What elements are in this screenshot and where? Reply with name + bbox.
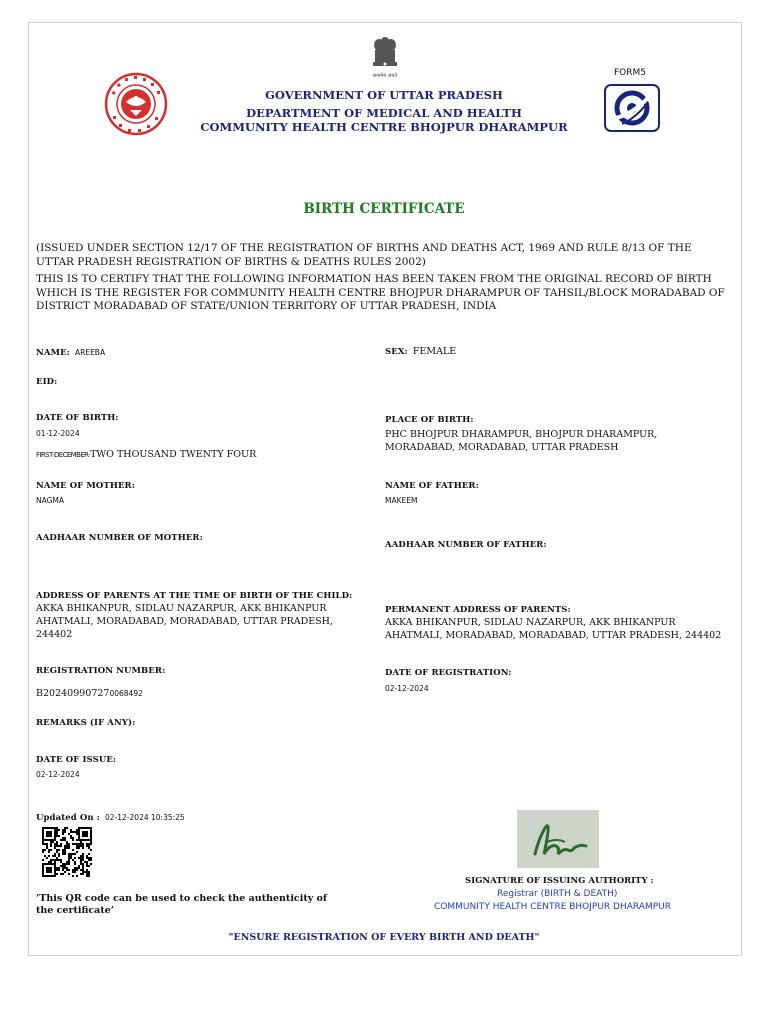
dob-words-value: TWO THOUSAND TWENTY FOUR: [90, 449, 257, 460]
issue-date-value: 02-12-2024: [36, 770, 80, 779]
dob-label: DATE OF BIRTH:: [36, 413, 119, 423]
registration-number-prefix: B20240990727: [36, 688, 110, 699]
eid-label: EID:: [36, 377, 58, 387]
remarks-label: REMARKS (IF ANY):: [36, 718, 136, 728]
qr-code: [38, 826, 96, 878]
registration-date-value: 02-12-2024: [385, 684, 429, 693]
dob-words-prefix: FIRST-DECEMBER-: [36, 451, 91, 459]
dob-value: 01-12-2024: [36, 429, 80, 438]
registration-number-suffix: 0068492: [109, 689, 143, 698]
signature-image: [517, 810, 599, 868]
signature-label: SIGNATURE OF ISSUING AUTHORITY :: [465, 876, 654, 886]
certificate-title: BIRTH CERTIFICATE: [303, 201, 465, 217]
registrar-centre: COMMUNITY HEALTH CENTRE BHOJPUR DHARAMPUR: [434, 902, 671, 912]
form-label: FORM5: [614, 68, 647, 78]
name-row: [36, 340, 105, 359]
father-name-value: MAKEEM: [385, 496, 418, 505]
permanent-address-value: AKKA BHIKANPUR, SIDLAU NAZARPUR, AKK BHIKANPUR AHATMALI, MORADABAD, MORADABAD, UTTAR PRADESH, 244402: [385, 617, 722, 641]
registration-number-label: REGISTRATION NUMBER:: [36, 666, 166, 676]
updated-on-value: 02-12-2024 10:35:25: [105, 813, 185, 822]
header-centre: COMMUNITY HEALTH CENTRE BHOJPUR DHARAMPUR: [200, 120, 568, 134]
issue-date-label: DATE OF ISSUE:: [36, 755, 117, 765]
name-label: NAME:: [36, 348, 70, 358]
certify-text: THIS IS TO CERTIFY THAT THE FOLLOWING INFORMATION HAS BEEN TAKEN FROM THE ORIGINAL RECORD OF BIRTH WHICH IS THE REGISTER FOR COMMUNITY HEALTH CENTRE BHOJPUR DHARAMPUR OF TAHSIL/BLOCK MORADABAD OF DISTRICT MORADABAD OF STATE/UNION TERRITORY OF UTTAR PRADESH, INDIA: [36, 273, 725, 312]
registration-number-value: [36, 681, 143, 701]
updated-on-row: [36, 805, 185, 824]
national-emblem-icon: [370, 36, 400, 78]
header-department: DEPARTMENT OF MEDICAL AND HEALTH: [246, 106, 522, 120]
registration-logo-icon: [604, 84, 660, 132]
registration-date-label: DATE OF REGISTRATION:: [385, 668, 512, 678]
sex-row: [385, 339, 456, 359]
up-government-seal-icon: [104, 72, 168, 136]
emblem-motto: सत्यमेव जयते: [372, 73, 398, 79]
dob-words: [36, 442, 256, 462]
pob-value: PHC BHOJPUR DHARAMPUR, BHOJPUR DHARAMPUR, MORADABAD, MORADABAD, UTTAR PRADESH: [385, 429, 658, 453]
slogan: "ENSURE REGISTRATION OF EVERY BIRTH AND DEATH": [228, 932, 540, 943]
header-government: GOVERNMENT OF UTTAR PRADESH: [265, 88, 503, 102]
qr-note: ‘This QR code can be used to check the authenticity of the certificate’: [36, 893, 327, 916]
updated-on-label: Updated On :: [36, 813, 100, 823]
permanent-address-label: PERMANENT ADDRESS OF PARENTS:: [385, 605, 571, 615]
address-at-birth-value: AKKA BHIKANPUR, SIDLAU NAZARPUR, AKK BHIKANPUR AHATMALI, MORADABAD, MORADABAD, UTTAR PRADESH, 244402: [36, 603, 333, 640]
mother-name-value: NAGMA: [36, 496, 65, 505]
aadhaar-father-label: AADHAAR NUMBER OF FATHER:: [385, 540, 547, 550]
issued-under-text: (ISSUED UNDER SECTION 12/17 OF THE REGISTRATION OF BIRTHS AND DEATHS ACT, 1969 AND RULE 8/13 OF THE UTTAR PRADESH REGISTRATION OF BIRTHS & DEATHS RULES 2002): [36, 242, 692, 268]
sex-label: SEX:: [385, 347, 408, 357]
name-value: AREEBA: [74, 348, 106, 357]
father-name-label: NAME OF FATHER:: [385, 481, 479, 491]
registrar-title: Registrar (BIRTH & DEATH): [497, 889, 618, 899]
mother-name-label: NAME OF MOTHER:: [36, 481, 135, 491]
sex-value: FEMALE: [412, 346, 457, 357]
address-at-birth-label: ADDRESS OF PARENTS AT THE TIME OF BIRTH OF THE CHILD:: [36, 591, 353, 601]
pob-label: PLACE OF BIRTH:: [385, 415, 474, 425]
aadhaar-mother-label: AADHAAR NUMBER OF MOTHER:: [36, 533, 203, 543]
